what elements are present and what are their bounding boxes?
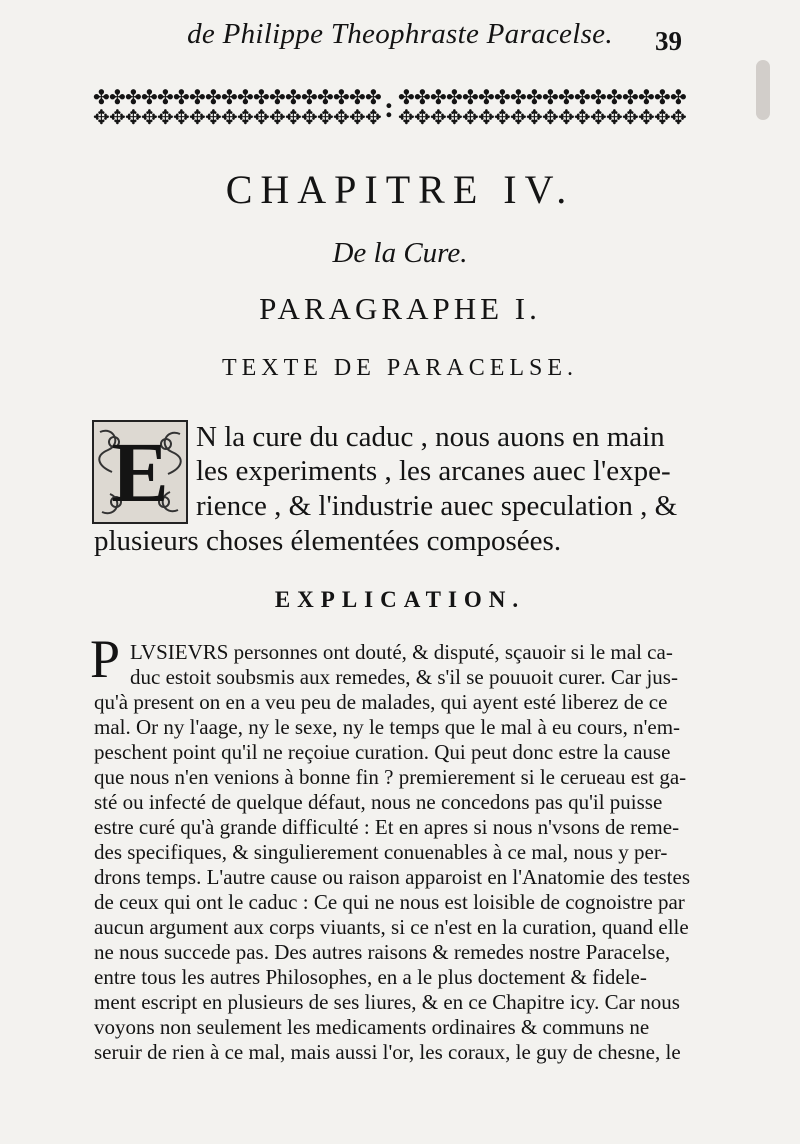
explication-initial: P xyxy=(90,629,121,689)
explication-line: ment escript en plusieurs de ses liures, & en ce Chapitre icy. Car nous xyxy=(94,990,680,1014)
explication-line: duc estoit soubsmis aux remedes, & s'il se pouuoit curer. Car jus- xyxy=(130,665,678,689)
text-line: les experiments , les arcanes auec l'expe- xyxy=(196,455,671,487)
explication-line: mal. Or ny l'aage, ny le sexe, ny le temps que le mal à eu cours, n'em- xyxy=(94,715,681,739)
page-stain xyxy=(756,60,770,120)
explication-line: LVSIEVRS personnes ont douté, & disputé, sçauoir si le mal ca- xyxy=(130,640,673,664)
chapter-title: CHAPITRE IV. xyxy=(225,167,575,212)
chapter-subtitle: De la Cure. xyxy=(332,237,468,269)
explication-line: estre curé qu'à grande difficulté : Et en apres si nous n'vsons de reme- xyxy=(94,815,680,839)
explication-line: des specifiques, & singulierement conuenables à ce mal, nous y per- xyxy=(94,840,668,864)
explication-line: voyons non seulement les medicaments ordinaires & communs ne xyxy=(94,1015,650,1039)
ornament-right-group: ✤ ✤ ✤ ✤ ✤ ✤ ✤ ✤ ✤ ✤ ✤ ✤ ✤ ✤ ✤ ✤ ✤ ✤ ✥ ✥ ✥ ✥ ✥ ✥ ✥ ✥ ✥ ✥ ✥ ✥ ✥ ✥ ✥ ✥ ✥ ✥ xyxy=(398,87,686,129)
section-title: TEXTE DE PARACELSE. xyxy=(221,355,579,381)
explication-line: seruir de rien à ce mal, mais aussi l'or, les coraux, le guy de chesne, le xyxy=(94,1040,681,1064)
ornament-center-mark: : xyxy=(384,91,394,124)
explication-title: EXPLICATION. xyxy=(274,587,526,612)
ornamental-band xyxy=(88,76,690,140)
text-line: N la cure du caduc , nous auons en main xyxy=(196,421,665,453)
explication-line: de ceux qui ont le caduc : Ce qui ne nous est loisible de cognoistre par xyxy=(94,890,685,914)
text-line: rience , & l'industrie auec speculation , & xyxy=(196,490,678,522)
decorated-initial xyxy=(92,420,188,524)
text-line: plusieurs choses élementées composées. xyxy=(94,525,562,557)
explication-line: que nous n'en venions à bonne fin ? premierement si le cerueau est ga- xyxy=(94,765,687,789)
explication-line: qu'à present on en a veu peu de malades, qui ayent esté liberez de ce xyxy=(94,690,668,714)
running-head: de Philippe Theophraste Paracelse. xyxy=(187,18,613,50)
drop-cap-letter: E xyxy=(111,424,169,520)
explication-line: sté ou infecté de quelque défaut, nous ne concedons pas qu'il puisse xyxy=(94,790,663,814)
page-number: 39 xyxy=(655,26,682,56)
explication-line: peschent point qu'il ne reçoiue curation. Qui peut donc estre la cause xyxy=(94,740,671,764)
explication-line: ne nous succede pas. Des autres raisons & remedes nostre Paracelse, xyxy=(94,940,671,964)
explication-line: drons temps. L'autre cause ou raison apparoist en l'Anatomie des testes xyxy=(94,865,690,889)
explication-line: entre tous les autres Philosophes, en a le plus doctement & fidele- xyxy=(94,965,647,989)
ornament-left-group: ✤ ✤ ✤ ✤ ✤ ✤ ✤ ✤ ✤ ✤ ✤ ✤ ✤ ✤ ✤ ✤ ✤ ✤ ✥ ✥ ✥ ✥ ✥ ✥ ✥ ✥ ✥ ✥ ✥ ✥ ✥ ✥ ✥ ✥ ✥ ✥ xyxy=(93,87,381,129)
paragraph-title: PARAGRAPHE I. xyxy=(259,291,541,326)
explication-line: aucun argument aux corps viuants, si ce n'est en la curation, quand elle xyxy=(94,915,689,939)
